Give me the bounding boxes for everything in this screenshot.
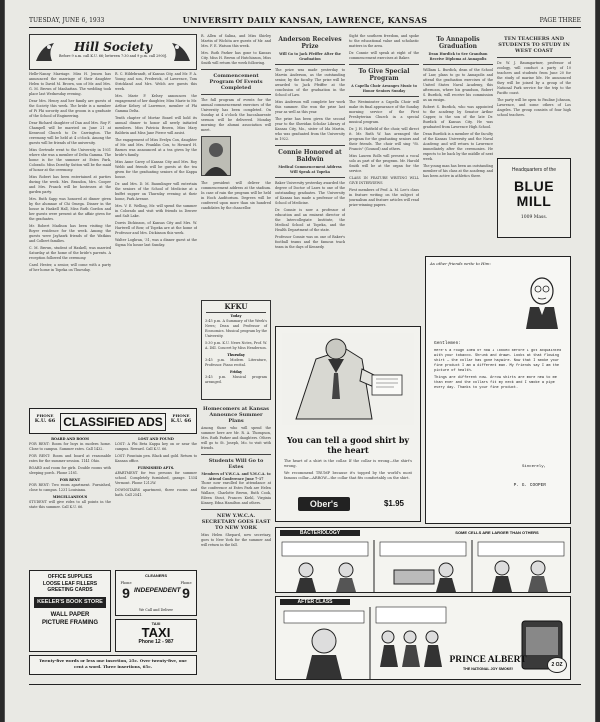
bird-ornament-icon — [170, 39, 192, 67]
society-column-left: Helle-Nanny Marriage. Miss H. Jensen has announced the marriage of their daughter Helen to David M. Brown, son of Mr. and Mrs. G. M. Brown of Manhattan. The wedding took place last Wednesday evening. Dear Mrs. Henry and her family are guests of the Society this week. The bride is a member of Pi Phi sorority and the groom is a graduate of the School of Engineering. Dear Richard daughter of Dan and Mrs. Roy F. Champell will be married on June 21 at Kenwood Church to Dr. Carrington. The ceremony will be held at 4 o'clock. Among the guests will be friends of the university. Miss Gertrude went to the University in 1931 where she was a member of Delta Gamma. The home is for the summer at Estes Park, Colorado. Miss Dorothy Sutton will be the maid of honor at the ceremony. Miss Robert has been entertained at parties during the week. Mrs. Brandon, Mrs. Cooper and Mrs. Franck will be hostesses at the garden party. Mrs. Ruth Sapp was honored at dinner given by the alumnae of Chi Omega. Dinner in the house in Haskell Hall, Miss Ruth Gordon and her guests were present at the affair given for the graduates. Mr. Robert Madison has been visiting the Boyer residence for the week. Among the guests were Jayhawk friends of the Watkins and Colbert families. C. M. Brown, student of Haskell, was married Saturday at the home of the bride's parents. A reception followed the ceremony. Carol Hester, a senior, will come with a party of her home in Topeka on Thursday. — [29, 72, 111, 272]
classified-title: CLASSIFIED ADS — [60, 413, 166, 431]
taxi-name: TAXI — [141, 625, 171, 640]
portrait-icon — [201, 136, 231, 176]
shirt-headline: You can tell a good shirt by the heart — [286, 435, 410, 455]
blue-mill-address: 1009 Mass. — [520, 215, 548, 220]
office-ad-bottom: WALL PAPER — [50, 611, 90, 618]
classified-ads-header — [29, 408, 197, 434]
prince-albert-name: PRINCE ALBERT — [449, 655, 527, 665]
hill-society-header — [29, 34, 197, 70]
letter-closing: Sincerely, — [521, 465, 546, 469]
taxi-section: TAXI — [151, 621, 161, 626]
office-ad-line: LOOSE LEAF FILLERS — [42, 580, 98, 587]
obers-shirt-ad — [275, 326, 421, 522]
independent-cleaners-ad — [115, 570, 197, 616]
annapolis-subhead: Dean Hurdick to See Grandson Receive Diploma at Annapolis — [428, 52, 488, 61]
comic2-title: AFTER CLASS — [280, 599, 350, 605]
kfku-list: Today 3:45 p.m. A Summary of the Week's News; Dean and Professor of Economics. Musical program by the University. 5:30 p.m. K.U. News Notes, Prof. W. A. Dill. Concert by Miss Henderson. Thursday 3:45 p.m. Modern Literature, Professor. Piano recital. Friday 3:45 p.m. Musical program arranged. — [205, 314, 267, 384]
classified-section-misc: MISCELLANEOUS — [52, 495, 88, 499]
anderson-subhead: Will Go to Jack Pfeiffer After the Graduation — [279, 52, 341, 61]
annapolis-headline: To Annapolis Graduation — [436, 36, 480, 50]
column-3: R. Allen of Salina, and Miss Shirley Martin of Wichita are guests of Mr. and Mrs. F. E. Watson this week. Mrs. Ruth Parker has gone to Kansas City. Miss H. Brown of Hutchinson, Miss Smith will return the week following. Commencement Program Of Events Completed The full program of events for the annual commencement exercises of the University has been completed. On Sunday at 4 o'clock the baccalaureate sermon will be delivered. Monday morning the alumni association will meet. The president will deliver the commencement address at the stadium. In case of rain the program will be held in Hoch Auditorium. Degrees will be conferred upon more than six hundred candidates by the chancellor. — [201, 34, 271, 210]
obers-logo: Ober's — [298, 497, 350, 511]
connie-headline: Connie Honored at Baldwin — [278, 149, 342, 163]
column-4: Anderson Receives Prize Will Go to Jack Pfeiffer After the Graduation The prize was made yesterday to Marvin Anderson, as the outstanding senior, by the faculty. The prize will be awarded to Jack Pfeiffer at the conclusion of the graduation in the School of Law. Miss Anderson will complete her work this summer. She won the prize last year as well as this year. The prize has been given the second year to the Sheridan Scholar Library of Kansas City, Mo., sister of Ida Martin, who was graduated from the University in 1922. Connie Honored at Baldwin Medical Commencement Address Will Speak at Topeka Baker University yesterday awarded the degree of Doctor of Laws to one of the outstanding graduates. The University of Kansas has made a professor of the School of Medicine. Dr. Connie is now a professor of education and an eminent director of the Intercollegiate Institute, the Medical School at Topeka, and the Health Department of the state. Professor Connie was on one of Baker's football teams and the famous track team in the days of Kennedy. — [275, 36, 345, 249]
anderson-headline: Anderson Receives Prize — [278, 36, 342, 50]
classified-phone-left: PHONE K.U. 66 — [34, 413, 56, 424]
shirt-price: $1.95 — [383, 499, 404, 508]
after-class-illustration — [276, 597, 570, 679]
column-3-lower: Homecomers at Kansas Announce Summer Plans Among those who will spend the summer here are Mr. R. A. Thompson, Mrs. Ruth Parker and daughters. Others will go to St. Joseph, Mo. to visit with friends. Students Will Go to Estes Members of Y.W.C.A. and Y.M.C.A. to Attend Conference June 7-17 Those now enrolled for attendance at the conference at Estes Park are Helen Wallace, Charlotte Brown, Ruth Cook, Eileen Stout, Frances Kiehl, Virginia Kinney, Edna Hamilton and others. NEW Y.W.C.A. SECRETARY GOES EAST TO NEW YORK Miss Helen Shepard, new secretary, goes to New York for the summer and will return in the fall. — [201, 406, 271, 547]
masthead-title: UNIVERSITY DAILY KANSAN, LAWRENCE, KANSAS — [182, 15, 428, 25]
comic-panels-illustration — [276, 540, 570, 592]
letter-caption: As other friends write to Him: — [430, 261, 491, 266]
masthead-date: TUESDAY, JUNE 6, 1933 — [29, 17, 105, 24]
bird-ornament-icon — [34, 39, 56, 67]
letter-ad-panel — [425, 256, 571, 524]
shirt-illustration-icon — [276, 329, 420, 429]
taxi-phone: Phone 12 - 987 — [138, 639, 174, 645]
taxi-ad — [115, 619, 197, 652]
classified-rates-note: Twenty-five words or less one insertion, 25c. Over twenty-five, one cent a word. Three insertions, 65c. — [29, 655, 197, 675]
office-ad-line: OFFICE SUPPLIES — [47, 574, 93, 580]
bottom-rule — [29, 684, 581, 685]
office-ad-line: GREETING CARDS — [47, 587, 93, 593]
cleaners-section: CLEANERS — [144, 573, 167, 578]
kfku-schedule-box — [201, 300, 271, 400]
comic1-caption: SOME CELLS ARE LARGER THAN OTHERS — [455, 530, 539, 535]
letter-signature: P. G. COOPER — [513, 483, 546, 488]
bacteriology-comic — [275, 527, 571, 593]
man-portrait-icon — [522, 273, 562, 329]
cleaners-phone: Phone 9 — [180, 581, 192, 601]
students-go-headline: Students Will Go to Estes — [208, 458, 264, 470]
comic1-title: BACTERIOLOGY — [280, 530, 360, 536]
classified-section-board: BOARD AND ROOM — [51, 437, 89, 441]
masthead — [29, 12, 581, 28]
letter-salutation: Gentlemen: — [434, 341, 462, 346]
society-column-right: R. C. Hildebrandt, of Kansas City, and Mr. F. A. Young and son, Frederick, of Lawrence, Tom Strickland and Mrs. Welch are guests this week. Mrs. Marie F. Kelsey announces the engagement of her daughter, Miss Marie to Mr. Arthur Kelsey of Lawrence, member of Phi Gamma Delta. Tenth chapter of Mortar Board will hold its annual dinner to honor all newly initiated members. Miss Patricia Brown, Miss Mary Baldwin and Miss Jane Pierce will assist. The engagement of Miss Evelyn Cox, daughter of Mr. and Mrs. Franklin Cox, to Howard H. Barnes was announced at a tea given by the bride's family. Miss Anne Carey of Kansas City and Mrs. Roy Webb and friends will be guests at the tea given for the graduating seniors of the Kappa house. Dr. and Mrs. D. M. Baumlinger will entertain the seniors of the School of Medicine at a buffet supper on Thursday evening at their home, Park Avenue. Mrs. V. E. Welling, Mr. will spend the summer in Colorado and visit with friends in Denver and Salt Lake. Dorris Dickinson, of Kansas City and Mrs. W. Hartwell of Bow, of Topeka are at the home of Professor and Mrs. Dickinson this week. Walter Loghran, '31, was a dinner guest at the Sigma Nu house last Sunday. — [115, 72, 197, 247]
cleaners-name: INDEPENDENT — [134, 587, 181, 594]
portrait-photo — [201, 136, 271, 178]
column-5: Sight the southern freedom, and spoke to the educational value and scholastic matters in the area. Dr. Connie will speak at eight of the commencement exercises at Baker. To Give Special Program A Capella Choir Arranges Music to Honor Seniors Sunday The Westminster a Capella Choir will make its final appearance of the Sunday morning service of the First Presbyterian Church in a special musical program. Dr. J. H. Hatfield of the choir, will direct it. Mr. Ruth W. has arranged the program for the graduating seniors and their friends. The choir will sing "St. Francis" (Gounod) and others. Miss Lauren Rolls will present a vocal solo as part of the program. Mr. Harold Smith will be at the organ for the service. CLASS IN FEATURE WRITING WILL GIVE INTERVIEWS First members of Prof. A. M. Lee's class in feature writing on the subject of journalism and feature articles will read prize-winning papers. — [349, 34, 419, 207]
classified-section-furnished: FURNISHED APTS. — [137, 466, 175, 470]
blue-mill-header: Headquarters of the — [511, 167, 557, 173]
commencement-headline: Commencement Program Of Events Completed — [209, 73, 263, 91]
keelers-book-store-ad — [29, 570, 111, 652]
classified-section-rent: FOR RENT — [59, 478, 81, 482]
column-7: TEN TEACHERS AND STUDENTS TO STUDY IN WEST COAST Dr. W. J. Baumgartner, professor of zoology, will conduct a party of 10 teachers and students from June 20 for the study of marine life. He announced they will be joined by a group of the National Park service for the trip to the Pacific coast. The party will be open to Pauline Johnson, Lawrence, and some others of Los Angeles. The group consists of four high school teachers. — [497, 36, 571, 117]
homecomers-headline: Homecomers at Kansas Announce Summer Plans — [203, 406, 269, 424]
cleaners-phone: Phone 9 — [120, 581, 132, 601]
newspaper-page — [4, 0, 596, 722]
special-program-subhead: A Capella Choir Arranges Music to Honor Seniors Sunday — [351, 84, 417, 93]
blue-mill-name: BLUE MILL — [513, 178, 555, 209]
kfku-title: KFKU — [224, 302, 248, 311]
masthead-page: PAGE THREE — [539, 17, 581, 24]
hill-society-title: Hill Society — [74, 40, 152, 54]
classified-phone-right: PHONE K.U. 66 — [170, 413, 192, 424]
classified-column-left: BOARD AND ROOM FOR RENT: Room for boys in modern home. Close to campus. Summer rates. Call 1432. FOR RENT: Room and board at reasonable rates for the summer session. 1141 Ohio. BOARD and room for girls. Double rooms with sleeping porch. Phone 2181. FOR RENT FOR RENT: Two room apartment. Furnished, close to campus. 1231 Louisiana. MISCELLANEOUS STUDENT will give rides to all points in the state this summer. Call K.U. 66. — [29, 437, 111, 509]
prince-albert-badge: 2 OZ — [547, 657, 567, 673]
letter-body: Here's a rough idea of how I looked before I got acquainted with your tobacco. Shrunk and drawn. Looks at that flowing shirt — the collar has gone haywire. Now that I smoke your fine product I am a different man. My friends say I am the picture of health. Things are different now. Arrow shirts are more new to me than ever and the collars fit my neck and I smoke a pipe every day. Thanks to your fine product. — [434, 349, 562, 390]
after-class-comic — [275, 596, 571, 680]
special-program-headline: To Give Special Program — [358, 68, 410, 82]
blue-mill-ad — [497, 158, 571, 238]
office-ad-bottom: PICTURE FRAMING — [42, 619, 98, 626]
column-6: To Annapolis Graduation Dean Hurdick to See Grandson Receive Diploma at Annapolis William L. Burdick, dean of the School of Law, plans to go to Annapolis and attend the graduation exercises of the United States Naval Academy, this afternoon, where his grandson, Robert S. Burdick, will receive his commission as an ensign. Robert S. Burdick, who was appointed to the academy by Senator Arthur Capper, is the son of the late Dr. Burdick of Kansas City. He was graduated from Lawrence High School. Dean Burdick is a member of the faculty of the Kansas University and the Naval Academy, and will return to Lawrence immediately after the ceremonies. He expects to be back by the middle of next week. The young man has been an outstanding member of his class at the academy, and has been active in athletics there. — [423, 36, 493, 178]
travel-headline: TEN TEACHERS AND STUDENTS TO STUDY IN WEST COAST — [498, 36, 570, 54]
hill-society-subtitle: Before 9 a.m. call K.U. 66; between 7:30 and 9 p.m. call 2900J. — [59, 54, 167, 58]
shirt-ad-copy: The heart of a shirt is the collar. If the collar is wrong—the shirt's wrong. We recommend TRUMP because it's topped by the world's most famous collar—ARROW—the collar that fits comfortably on the shirt. — [284, 459, 412, 480]
connie-subhead: Medical Commencement Address Will Speak at Topeka — [278, 165, 342, 174]
classified-column-right: LOST AND FOUND LOST: A Phi Beta Kappa key on or near the campus. Reward. Call K.U. 66. LOST: Fountain pen. Black and gold. Return to Kansan office. FURNISHED APTS. APARTMENT for two persons for summer school. Completely furnished, garage. 1334 Vermont. Phone 1212W. DOWNSTAIRS apartment, three rooms and bath. Call 2541. — [115, 437, 197, 497]
classified-section-lost: LOST AND FOUND — [138, 437, 174, 441]
cleaners-tagline: We Call and Deliver — [138, 607, 174, 612]
new-ymca-headline: NEW Y.W.C.A. SECRETARY GOES EAST TO NEW YORK — [201, 513, 271, 531]
prince-albert-tagline: THE NATIONAL JOY SMOKE! — [463, 667, 513, 671]
students-go-subhead: Members of Y.W.C.A. and Y.M.C.A. to Attend Conference June 7-17 — [201, 472, 271, 481]
keelers-store-name: KEELER'S BOOK STORE — [34, 597, 106, 608]
